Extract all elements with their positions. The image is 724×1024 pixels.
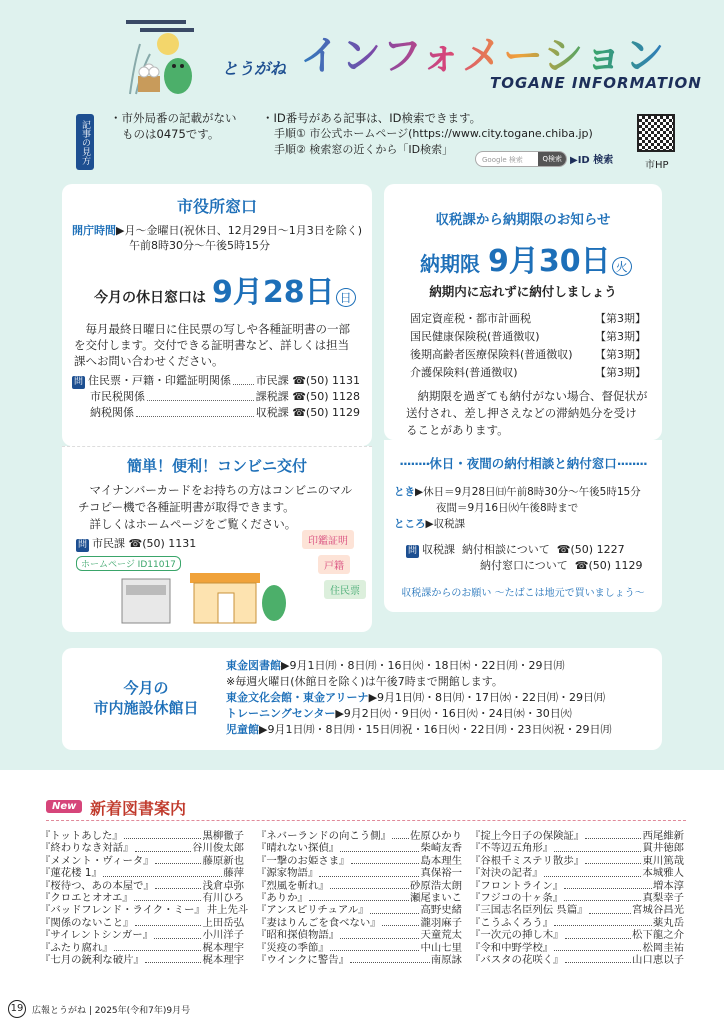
night-contacts [406,542,662,574]
id-search-link[interactable]: ▶ID 検索 [570,155,614,166]
book-title: 『烈風を斬れ』 [256,879,329,892]
book-title: 『妻はりんごを食べない』 [256,916,381,929]
brand-sub: TOGANE INFORMATION [490,74,702,92]
convenience-title: 簡単！便利！コンビニ交付 [126,457,307,475]
facility-note: ※毎週火曜日(休館日を除く)は午後7時まで開館します。 [226,675,503,688]
book-row [40,929,244,941]
contact-tel: (50) 1227 [570,543,625,556]
facility-row [226,690,611,706]
book-title: 『こうふくろう』 [470,916,554,929]
book-row [40,942,244,954]
book-leader [589,904,631,913]
facility-name: トレーニングセンター [226,707,336,720]
book-author: 東川篤哉 [642,854,684,867]
phone-icon: ☎ [556,543,571,556]
tax-item [410,310,646,328]
convenience-body2: 詳しくはホームページをご覧ください。 [78,517,297,531]
howto-note-line2: ものは0475です。 [122,127,220,141]
book-title: 『バスタの花咲く』 [470,954,564,967]
book-row [256,830,462,842]
tax-card [384,184,662,440]
books-title-underline [46,820,686,821]
facilities-title-line1: 今月の [123,679,169,697]
night-title-text: 休日・夜間の納付相談と納付窓口 [429,456,617,471]
deadline-date: 9月30日 [488,244,611,279]
book-leader [564,892,641,901]
facility-row [226,722,611,738]
brand-title: インフォメーション [300,24,665,81]
deadline-dow: 火 [612,257,632,276]
phone-icon: ☎ [292,390,306,403]
book-leader [370,904,420,913]
tax-title: 収税課から納期限のお知らせ [435,212,611,228]
facilities-title [76,678,216,718]
book-row [470,929,684,941]
phone-icon: ☎ [292,406,306,419]
night-title: ········休日・夜間の納付相談と納付窓口········ [399,456,647,471]
book-row [470,842,684,854]
deadline-prefix: 納期限 [420,252,480,276]
book-author: 薬丸岳 [652,916,684,929]
book-author: 浅倉卓弥 [202,879,244,892]
book-author: 増本淳 [652,879,684,892]
book-leader [350,954,430,963]
book-author: 真保裕一 [420,867,462,880]
book-title: 『谷根千ミステリ散歩』 [470,854,585,867]
book-row [470,855,684,867]
books-title: 新着図書案内 [90,799,187,818]
book-row [470,892,684,904]
book-title: 『昭和探偵物語』 [256,929,340,942]
contact-tel: (50) 1131 [142,537,197,550]
book-row [256,942,462,954]
book-title: 『ウインクに警告』 [256,954,349,967]
book-title: 『バッドフレンド・ライク・ミー』 [40,904,205,917]
contact-row [72,405,360,421]
night-when [394,484,662,532]
book-leader [124,830,202,839]
book-leader [564,880,652,889]
hours-line2: 午前8時30分～午後5時15分 [129,239,270,252]
tax-item [410,328,646,346]
book-title: 『災疫の季節』 [256,941,329,954]
book-leader [134,892,202,901]
hours-line1: ▶月～金曜日(祝休日、12月29日～1月3日を除く) [116,224,363,237]
books-col-2 [256,830,462,966]
book-row [40,904,249,917]
book-leader [392,830,409,839]
book-author: 梶本理宇 [202,954,244,967]
contact-name: 市民税関係 [90,390,145,403]
tax-item-name: 国民健康保険税(普通徴収) [410,330,540,343]
book-title: 『サイレントシンガー』 [40,929,154,942]
book-row [470,942,684,954]
facility-dates: ▶9月2日㈫・9日㈫・16日㈫・24日㈬・30日㈫ [335,707,572,720]
book-author: 山口恵以子 [632,954,684,967]
book-leader [554,942,641,951]
where-label: ところ [394,518,426,530]
book-row [256,954,462,966]
book-title: 『トットあした』 [40,830,123,842]
book-author: 島本理生 [420,854,462,867]
book-leader [330,880,409,889]
book-author: 貫井徳郎 [642,842,684,855]
book-author: 瀧羽麻子 [420,916,462,929]
contact-tel: (50) 1129 [305,406,360,419]
book-row [40,954,244,966]
facility-dates: ▶9月1日㈪・8日㈪・15日㈪祝・16日㈫・22日㈪・23日㈫祝・29日㈪ [259,723,612,736]
phone-icon: ☎ [574,559,589,572]
book-title: 『ネバーランドの向こう側』 [256,830,391,842]
phone-icon: ☎ [292,374,306,387]
book-row [256,929,462,941]
search-button[interactable]: Q検索 [538,152,566,166]
contact-dept: 市民課 [255,374,289,387]
book-leader [309,892,409,901]
book-row [256,892,462,904]
books-col-3 [470,830,684,966]
howto-note-line1: ・市外局番の記載がない [110,111,237,125]
search-box[interactable] [475,151,567,167]
qr-code [637,114,675,152]
deadline-heading [420,236,662,280]
book-author: 砂原浩太朗 [410,879,462,892]
facility-name: 東金文化会館・東金アリーナ [226,691,369,704]
facility-row [226,658,611,674]
book-leader [340,929,419,938]
night-request: 収税課からのお願い ～たばこは地元で買いましょう～ [401,588,645,599]
contact-tel: (50) 1131 [305,374,360,387]
book-title: 『一次元の挿し木』 [470,929,564,942]
new-badge: New [46,800,82,813]
book-leader [155,880,202,889]
book-leader [585,855,641,864]
tax-item [410,346,646,364]
book-title: 『令和中野学校』 [470,941,554,954]
hp-id-badge: ホームページ ID11017 [76,556,181,571]
book-author: 梶本理宇 [202,941,244,954]
contact-chip: 問 [74,377,84,387]
book-author: 柴崎友香 [420,842,462,855]
book-leader [565,929,632,938]
book-author: 谷川俊太郎 [192,842,244,855]
phone-icon: ☎ [128,537,143,550]
where-text: ▶収税課 [425,518,466,530]
night-card [384,440,662,612]
book-title: 『三国志名臣列伝 呉篇』 [470,904,588,917]
book-row [470,867,684,879]
tax-item-term: 【第3期】 [595,366,646,379]
book-row [256,904,462,916]
book-author: 松下龍之介 [632,929,684,942]
book-row [40,880,244,892]
facility-name: 児童館 [226,723,259,736]
book-leader [585,830,641,839]
contact-name: 住民票・戸籍・印鑑証明関係 [88,374,232,387]
book-row [256,867,462,879]
book-author: 佐原ひかり [410,830,462,842]
footer-text: 広報とうがね | 2025年(令和7年)9月号 [32,1006,191,1016]
book-row [256,855,462,867]
book-title: 『対決の記者』 [470,867,543,880]
book-title: 『フジコの十ヶ条』 [470,892,564,905]
mascot-illustration [120,14,200,99]
when-line1: ▶休日＝9月28日㈰午前8時30分～午後5時15分 [415,486,641,498]
facility-row [226,674,611,690]
book-author: 真梨幸子 [642,892,684,905]
book-title: 『メメント・ヴィータ』 [40,854,154,867]
book-title: 『アンスピリチュアル』 [256,904,369,917]
book-leader [554,842,641,851]
book-row [256,842,462,854]
book-author: 小川洋子 [202,929,244,942]
book-leader [135,842,192,851]
contact-name: 納税関係 [90,406,134,419]
book-row [470,917,684,929]
tax-items [410,310,646,382]
book-title: 『掟上今日子の保険証』 [470,830,585,842]
book-title: 『終わりなき対話』 [40,842,134,855]
book-row [40,892,244,904]
contact-dept: 市民課 [92,537,126,550]
book-row [40,842,244,854]
book-row [40,917,244,929]
book-leader [145,954,202,963]
book-title: 『関係のないこと』 [40,916,134,929]
contact-name: 納付窓口について [480,559,568,572]
tax-item-name: 介護保険料(普通徴収) [410,366,518,379]
book-author: 西尾維新 [642,830,684,842]
contact-row [72,373,360,389]
night-contact-row [406,542,662,558]
convenience-body: マイナンバーカードをお持ちの方はコンビニのマルチコピー機で各種証明書が取得できます。 [78,483,353,514]
book-author: 高野史緒 [420,904,462,917]
label-juminhyo: 住民票 [324,580,366,599]
facilities-title-line2: 市内施設休館日 [93,699,199,717]
night-contact-row [406,558,662,574]
search-input[interactable]: Google 検索 [482,156,523,164]
book-title: 『桜待つ、あの本屋で』 [40,879,154,892]
book-row [256,880,462,892]
howto-section [70,108,690,176]
facility-dates: ▶9月1日㈪・8日㈪・17日㈬・22日㈪・29日㈪ [368,691,606,704]
book-row [470,880,684,892]
book-leader [103,867,222,876]
contact-dept: 収税課 [255,406,289,419]
book-leader [565,954,632,963]
howto-tag: 記事の見方 [76,114,94,170]
book-title: 『蓮花楼 1』 [40,867,102,880]
holiday-prefix: 今月の休日窓口は [94,290,206,306]
book-author: 藤萍 [223,867,244,880]
label-koseki: 戸籍 [318,555,350,574]
book-title: 『クロエとオオエ』 [40,892,133,905]
when-label: とき [394,486,415,498]
facilities-card [62,648,662,750]
city-hours [72,223,372,253]
holiday-body: 毎月最終日曜日に住民票の写しや各種証明書の一部を交付します。交付できる証明書など、詳しくは担当課へお問い合わせください。 [74,322,350,368]
city-hall-card [62,184,372,446]
hours-label: 開庁時間 [72,224,116,237]
city-title: 市役所窓口 [176,197,257,216]
tax-item-term: 【第3期】 [595,330,646,343]
book-row [470,830,684,842]
howto-step2: 手順② 検索窓の近くから「ID検索」 [274,143,454,156]
howto-step1: 手順① 市公式ホームページ(https://www.city.togane.chiba.jp) [274,127,593,140]
book-title: 『不等辺五角形』 [470,842,554,855]
book-leader [351,855,420,864]
book-author: 井上先斗 [206,904,249,917]
book-leader [114,942,202,951]
when-line2: 夜間＝9月16日㈫午後8時まで [436,502,579,514]
qr-label: 市HP [645,160,669,171]
tax-body: 納期限を過ぎても納付がない場合、督促状が送付され、差し押さえなどの滞納処分を受けることがあります。 [406,389,648,437]
book-leader [155,855,202,864]
holiday-heading [94,267,372,311]
book-title: 『七月の銃利な破片』 [40,954,144,967]
holiday-dow: 日 [336,288,356,307]
book-row [256,917,462,929]
book-author: 藤原新也 [202,854,244,867]
howto-note [110,110,237,142]
tax-item-term: 【第3期】 [595,348,646,361]
convenience-card [62,446,372,632]
book-leader [135,917,202,926]
book-leader [330,942,420,951]
tax-item-name: 固定資産税・都市計画税 [410,312,531,325]
book-leader [554,917,652,926]
contact-chip: 問 [408,546,418,556]
contact-dept: 収税課 [422,543,456,556]
books-col-1 [40,830,249,967]
tax-item [410,364,646,382]
book-row [40,867,244,879]
contact-row [72,389,360,405]
book-author: 黒柳徹子 [202,830,244,842]
contact-tel: (50) 1129 [588,559,643,572]
book-author: 中山七里 [420,941,462,954]
book-row [470,954,684,966]
book-author: 南原詠 [430,954,462,967]
facility-row [226,706,611,722]
page-number: 19 [8,1000,26,1018]
book-author: 宮城谷昌光 [632,904,684,917]
book-leader [340,842,419,851]
book-leader [382,917,420,926]
book-author: 本城雅人 [642,867,684,880]
tax-item-term: 【第3期】 [595,312,646,325]
brand-prefix: とうがね [222,59,287,78]
book-title: 『晴れない探偵』 [256,842,340,855]
contact-tel: (50) 1128 [305,390,360,403]
header [0,0,724,105]
city-contacts [72,373,360,421]
tax-subtitle: 納期内に忘れずに納付しましょう [429,284,617,299]
book-row [40,830,244,842]
book-title: 『ふたり腐れ』 [40,941,113,954]
howto-id-line: ・ID番号がある記事は、ID検索できます。 [262,111,482,125]
book-author: 天童荒太 [420,929,462,942]
book-leader [544,867,642,876]
book-title: 『フロントライン』 [470,879,564,892]
book-author: 上田岳弘 [202,916,244,929]
contact-chip: 問 [78,540,88,550]
book-title: 『ありか』 [256,892,308,905]
book-row [40,855,244,867]
label-inkan: 印鑑証明 [302,530,354,549]
book-author: 瀬尾まいこ [410,892,462,905]
book-title: 『一撃のお姫さま』 [256,854,350,867]
book-title: 『源家物語』 [256,867,319,880]
book-leader [319,867,419,876]
books-section [0,770,724,1024]
book-row [470,904,684,916]
book-author: 松岡圭祐 [642,941,684,954]
facility-name: 東金図書館 [226,659,281,672]
copy-machine-illustration [118,559,288,629]
contact-dept: 課税課 [255,390,289,403]
tax-item-name: 後期高齢者医療保険料(普通徴収) [410,348,573,361]
contact-name: 納付相談について [462,543,550,556]
book-author: 有川ひろ [202,892,244,905]
holiday-date: 9月28日 [212,275,335,310]
facilities-list [226,658,611,738]
facility-dates: ▶9月1日㈪・8日㈪・16日㈫・18日㈭・22日㈪・29日㈪ [281,659,565,672]
book-leader [154,929,201,938]
